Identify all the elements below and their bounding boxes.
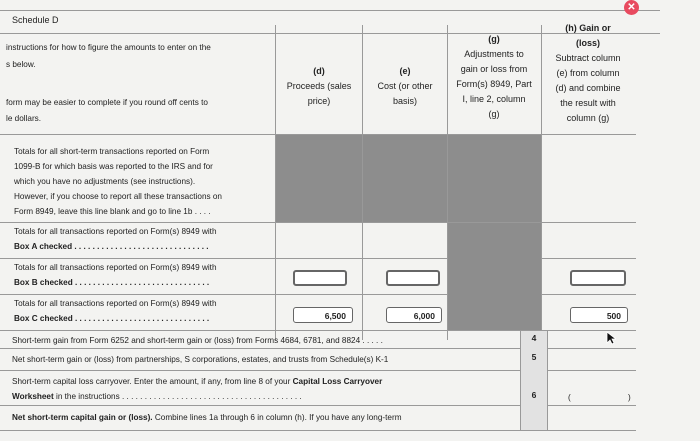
row-6-text-2: Worksheet in the instructions . . . . . . . . . . . . . . . . . . . . . . . . . . . . . . . . . . . . . . . . (12, 392, 302, 401)
column-g-header: (g) Adjustments to gain or loss from Form(s) 8949, Part I, line 2, column (g) (456, 34, 532, 119)
row-2-cost-input[interactable] (386, 270, 440, 286)
instructions-line-4: le dollars. (6, 114, 42, 123)
line-number-5: 5 (531, 352, 537, 362)
schedule-d-form: Schedule D ✕ instructions for how to figure the amounts to enter on the s below. form may be easier to complete if you round off cents to le dollars. (d) Proceeds (sales price) (e) Cost (or other basis) (g) Adjustments to gain or loss from Form(s) 8949, Part I, line 2, column (g) (h) Gain or (loss) Subtract column (e) from column (d) and combine the result with column (g) Totals for all short-term transactions reported on Form 1099-B for which basis was reported to the IRS and for which you have no adjustments (see instructions). However, if you choose to report all these transactions on Form 8949, leave this line blank and go to line 1b . . . . Totals for all transactions reported on Form(s) 8949 with Box A checked . . . . . . . . . . . . . . . . . . . . . . . . . . . . . . Totals for all transactions reported on Form(s) 8949 with Box B checked . . . . . . . . . . . . . . . . . . . . . . . . . . . . . . Totals for all transactions reported on Form(s) 8949 with Box C checked . . . . . . . . . . . . . . . . . . . . . . . . . . . . . . 6,500 6,000 500 Short-term gain from Form 6252 and short-term gain or (loss) from Forms 4684, 6781, and 8824 . . . . . 4 Net short-term gain or (loss) from partnerships, S corporations, estates, and trusts from Schedule(s) K-1 5 Short-term capital loss carryover. Enter the amount, if any, from line 8 of your Capital Loss Carryover Worksheet in the instructions . . . . . . . . . . . . . . . . . . . . . . . . . . . . . . . . . . . . . . . . 6 ( ) Net short-term capital gain or (loss). Combine lines 1a through 6 in column (h). If you have any long-term (0, 0, 700, 441)
row-4-text: Short-term gain from Form 6252 and short-term gain or (loss) from Forms 4684, 6781, and 8824 . . . . . (12, 336, 383, 345)
row-2-proceeds-input[interactable] (293, 270, 347, 286)
row-3-gain-input[interactable]: 500 (570, 307, 628, 323)
column-divider (541, 25, 542, 340)
line-number-4: 4 (531, 333, 537, 343)
instructions-line-1: instructions for how to figure the amounts to enter on the (6, 43, 211, 52)
row-6-text-1: Short-term capital loss carryover. Enter the amount, if any, from line 8 of your Capital Loss Carryover (12, 377, 383, 386)
column-divider (547, 330, 548, 430)
form-title: Schedule D (12, 15, 59, 25)
shaded-cell (276, 135, 362, 222)
row-7-text: Net short-term capital gain or (loss). Combine lines 1a through 6 in column (h). If you have any long-term (12, 413, 402, 422)
instructions-line-2: s below. (6, 60, 36, 69)
line-number-6: 6 (531, 390, 537, 400)
mouse-cursor-icon (606, 331, 616, 345)
shaded-cell (363, 135, 447, 222)
column-h-header: (h) Gain or (loss) Subtract column (e) from column (d) and combine the result with column (g) (555, 23, 621, 123)
paren-open: ( (568, 393, 571, 402)
row-2-gain-input[interactable] (570, 270, 626, 286)
row-3-proceeds-input[interactable]: 6,500 (293, 307, 353, 323)
column-d-header: (d) Proceeds (sales price) (286, 66, 352, 106)
shaded-cell (448, 223, 541, 330)
close-icon[interactable]: ✕ (624, 0, 639, 15)
shaded-cell (448, 135, 541, 222)
instructions-line-3: form may be easier to complete if you round off cents to (6, 98, 208, 107)
row-3-cost-input[interactable]: 6,000 (386, 307, 442, 323)
row-separator (0, 430, 636, 431)
paren-close: ) (628, 393, 631, 402)
row-5-text: Net short-term gain or (loss) from partnerships, S corporations, estates, and trusts from Schedule(s) K-1 (12, 355, 389, 364)
line-number-column (521, 331, 547, 430)
column-e-header: (e) Cost (or other basis) (377, 66, 433, 106)
